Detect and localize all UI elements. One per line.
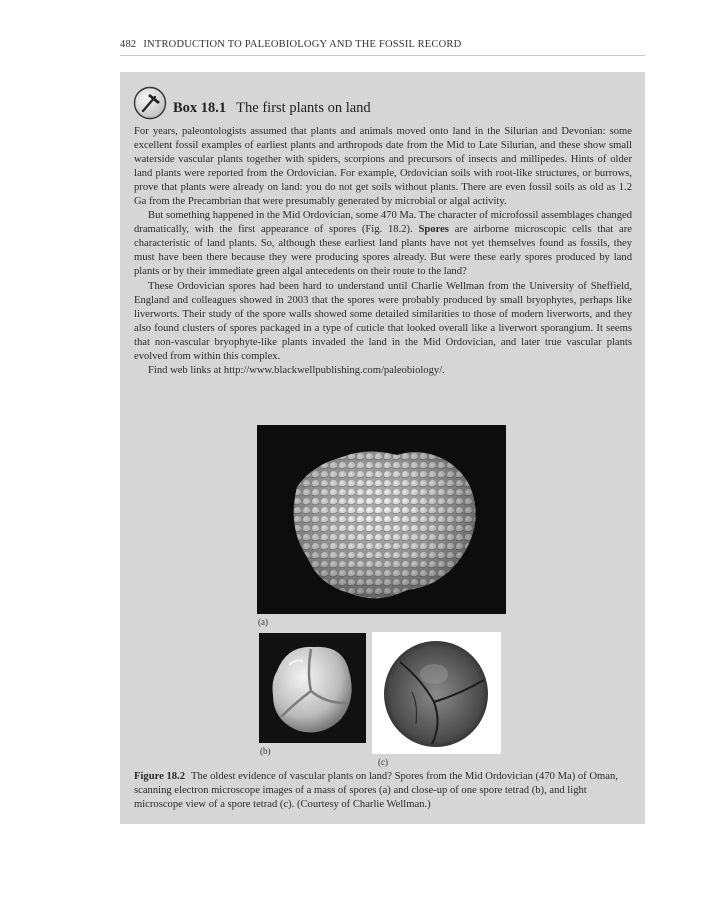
paragraph-2-text-a: But something happened in the Mid Ordovician, some 470 Ma. The character of microfossil assemblages changed dramatically, with the first appearance of spores (Fig. 18.2).: [134, 210, 632, 236]
figure-caption: [134, 770, 632, 812]
paragraph-2-text-b: are airborne microscopic cells that are characteristic of land plants. So, although these earliest land plants have not yet themselves found as fossils, they must have been there because they were producing spores already. But were these early spores produced by land plants or by their immediate green algal antecedents on their route to the land?: [134, 224, 632, 278]
rock-hammer-icon: [133, 86, 167, 120]
header-rule: [120, 55, 645, 56]
box-body: [134, 125, 632, 378]
running-header: [120, 39, 461, 50]
figure-number: Figure 18.2: [134, 771, 186, 782]
page-number: 482: [120, 39, 137, 50]
running-title: INTRODUCTION TO PALEOBIOLOGY AND THE FOSSIL RECORD: [143, 39, 462, 50]
figure-caption-text: The oldest evidence of vascular plants on land? Spores from the Mid Ordovician (470 Ma) of Oman, scanning electron microscope images of a mass of spores (a) and close-up of one spore tetrad (b), and light microscope view of a spore tetrad (c). (Courtesy of Charlie Wellman.): [134, 771, 618, 810]
sem-spore-mass-image: [257, 425, 506, 614]
paragraph-3: These Ordovician spores had been hard to understand until Charlie Wellman from the University of Sheffield, England and colleagues showed in 2003 that the spores were probably produced by small bryophytes, perhaps like liverworts. Their study of the spore walls showed some detailed similarities to those of modern liverworts, and they also found clusters of spores packaged in a type of cuticle that looked overall like a liverwort sporangium. It seems that non-vascular bryophyte-like plants invaded the land in the Mid Ordovician, and later true vascular plants evolved from within this complex.: [134, 280, 632, 362]
paragraph-1: For years, paleontologists assumed that plants and animals moved onto land in the Silurian and Devonian: some excellent fossil examples of earliest plants and arthropods date from the Mid to Late Silurian, and these show small waterside vascular plants together with spiders, scorpions and precursors of insects and millipedes. Hints of older land plants were reported from the Ordovician. For example, Ordovician soils with root-like structures, or burrows, prove that plants were already on land: you do not get soils without plants. There are even fossil soils as old as 1.2 Ga from the Precambrian that were presumably generated by microbial or algal activity.: [134, 126, 632, 208]
light-microscope-tetrad-image: [372, 632, 501, 754]
term-spores: Spores: [418, 224, 449, 236]
paragraph-2: [134, 209, 632, 279]
figure-label-b: (b): [260, 746, 271, 756]
web-links-paragraph: Find web links at http://www.blackwellpublishing.com/paleobiology/.: [148, 364, 445, 376]
box-number: Box 18.1: [173, 100, 227, 116]
box-title-text: The first plants on land: [236, 100, 371, 116]
figure-label-c: (c): [378, 757, 388, 767]
box-title: [173, 100, 371, 117]
sem-spore-tetrad-image: [259, 633, 366, 743]
figure-label-a: (a): [258, 617, 268, 627]
